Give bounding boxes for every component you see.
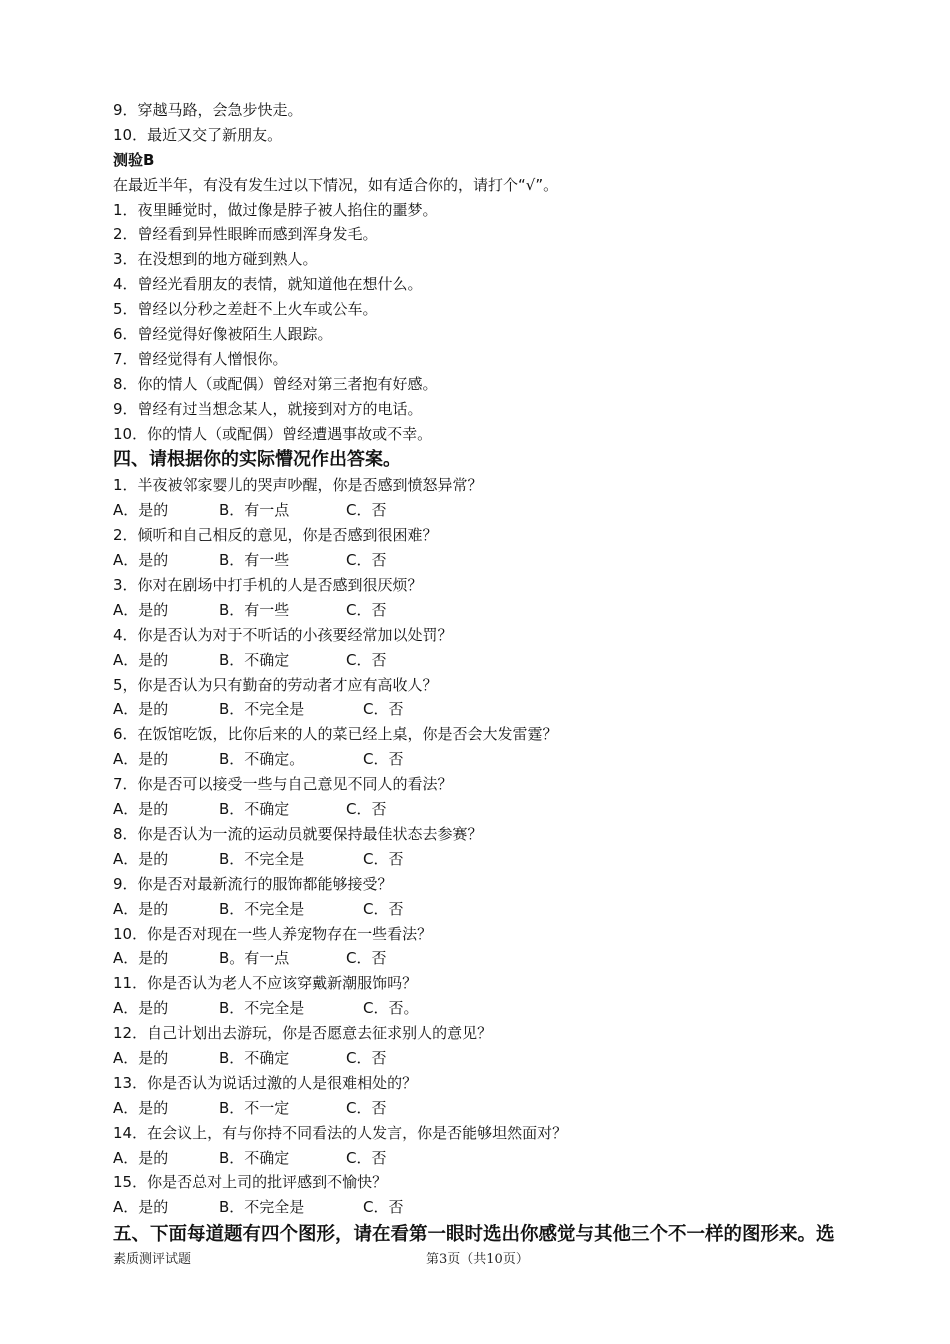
item-line: 9．穿越马路，会急步快走。 <box>113 101 303 119</box>
section-five-title: 五、下面每道题有四个图形，请在看第一眼时选出你感觉与其他三个不一样的图形来。选 <box>113 1224 835 1246</box>
option-c: C．否 <box>346 1048 387 1067</box>
option-a: A．是的 <box>113 899 169 918</box>
answer-options <box>113 996 873 1021</box>
option-b: B．不一定 <box>219 1098 290 1117</box>
test-b-item: 4．曾经光看朋友的表情，就知道他在想什么。 <box>113 275 423 294</box>
section-four-questions <box>113 473 873 1220</box>
option-b: B．不确定 <box>219 650 290 669</box>
option-a: A．是的 <box>113 949 169 968</box>
test-b-item: 8．你的情人（或配偶）曾经对第三者抱有好感。 <box>113 374 438 393</box>
option-c: C．否。 <box>363 999 419 1018</box>
option-b: B．不确定 <box>219 800 290 819</box>
answer-options <box>113 1046 873 1071</box>
answer-options <box>113 498 873 523</box>
option-a: A．是的 <box>113 800 169 819</box>
option-b: B．有一点 <box>219 501 290 520</box>
question-text: 2．倾听和自己相反的意见，你是否感到很困难？ <box>113 526 438 545</box>
section-four-title: 四、请根据你的实际懵况作出答案。 <box>113 449 401 471</box>
test-b-title: 测验B <box>113 150 155 169</box>
answer-options <box>113 648 873 673</box>
question-text: 9．你是否对最新流行的服饰都能够接受？ <box>113 874 393 893</box>
question-text: 1．半夜被邻家婴儿的哭声吵醒，你是否感到愤怒异常？ <box>113 476 483 495</box>
answer-options <box>113 946 873 971</box>
option-b: B．不完全是 <box>219 849 305 868</box>
option-b: B．不完全是 <box>219 999 305 1018</box>
option-c: C．否 <box>346 551 387 570</box>
option-c: C．否 <box>346 1098 387 1117</box>
option-b: B．不确定 <box>219 1048 290 1067</box>
option-c: C．否 <box>346 949 387 968</box>
option-c: C．否 <box>346 1148 387 1167</box>
question-text: 8．你是否认为一流的运动员就要保持最佳状态去参赛？ <box>113 824 483 843</box>
option-b: B．不确定。 <box>219 750 305 769</box>
answer-options <box>113 598 873 623</box>
test-b-items <box>113 198 873 447</box>
option-b: B．不完全是 <box>219 700 305 719</box>
test-b-item: 10．你的情人（或配偶）曾经遭遇事故或不幸。 <box>113 424 433 443</box>
answer-options <box>113 697 873 722</box>
option-a: A．是的 <box>113 650 169 669</box>
option-c: C．否 <box>346 800 387 819</box>
answer-options <box>113 1096 873 1121</box>
option-b: B。有一点 <box>219 949 290 968</box>
option-a: A．是的 <box>113 501 169 520</box>
footer-doc-title: 素质测评试题 <box>113 1252 192 1267</box>
question-text: 3．你对在剧场中打手机的人是否感到很厌烦？ <box>113 576 423 595</box>
option-a: A．是的 <box>113 999 169 1018</box>
question-text: 15．你是否总对上司的批评感到不愉快？ <box>113 1173 388 1192</box>
option-b: B．不完全是 <box>219 899 305 918</box>
test-b-item: 1．夜里睡觉时，做过像是脖子被人掐住的噩梦。 <box>113 200 438 219</box>
option-b: B．有一些 <box>219 551 290 570</box>
question-text: 6．在饭馆吃饭，比你后来的人的菜已经上桌，你是否会大发雷霆？ <box>113 725 558 744</box>
question-text: 4．你是否认为对于不听话的小孩要经常加以处罚？ <box>113 625 453 644</box>
option-b: B．不完全是 <box>219 1198 305 1217</box>
test-b-item: 5．曾经以分秒之差赶不上火车或公车。 <box>113 300 378 319</box>
option-c: C．否 <box>363 849 404 868</box>
question-text: 11．你是否认为老人不应该穿戴新潮服饰吗？ <box>113 974 418 993</box>
test-b-item: 3．在没想到的地方碰到熟人。 <box>113 250 318 269</box>
option-c: C．否 <box>363 1198 404 1217</box>
option-c: C．否 <box>346 650 387 669</box>
footer-page-number: 第3页（共10页） <box>426 1252 529 1267</box>
answer-options <box>113 747 873 772</box>
question-text: 14．在会议上，有与你持不同看法的人发言，你是否能够坦然面对？ <box>113 1123 568 1142</box>
test-b-item: 9．曾经有过当想念某人，就接到对方的电话。 <box>113 399 423 418</box>
option-c: C．否 <box>363 899 404 918</box>
option-a: A．是的 <box>113 750 169 769</box>
page-content <box>113 98 873 1250</box>
option-a: A．是的 <box>113 1198 169 1217</box>
option-a: A．是的 <box>113 700 169 719</box>
option-c: C．否 <box>346 501 387 520</box>
answer-options <box>113 897 873 922</box>
option-b: B．不确定 <box>219 1148 290 1167</box>
test-b-intro: 在最近半年，有没有发生过以下情况，如有适合你的，请打个“√”。 <box>113 175 559 194</box>
answer-options <box>113 548 873 573</box>
option-a: A．是的 <box>113 551 169 570</box>
item-line: 10．最近又交了新朋友。 <box>113 125 283 144</box>
option-b: B．有一些 <box>219 600 290 619</box>
option-a: A．是的 <box>113 1148 169 1167</box>
test-b-item: 2．曾经看到异性眼眸而感到浑身发毛。 <box>113 225 378 244</box>
option-a: A．是的 <box>113 1098 169 1117</box>
test-b-item: 7．曾经觉得有人憎恨你。 <box>113 349 288 368</box>
question-text: 13．你是否认为说话过激的人是很难相处的？ <box>113 1073 418 1092</box>
answer-options <box>113 847 873 872</box>
option-a: A．是的 <box>113 849 169 868</box>
question-text: 12．自己计划出去游玩，你是否愿意去征求别人的意见？ <box>113 1024 493 1043</box>
question-text: 10．你是否对现在一些人养宠物存在一些看法？ <box>113 924 433 943</box>
question-text: 7．你是否可以接受一些与自己意见不同人的看法？ <box>113 775 453 794</box>
question-text: 5，你是否认为只有勤奋的劳动者才应有高收人？ <box>113 675 438 694</box>
answer-options <box>113 797 873 822</box>
option-c: C．否 <box>363 700 404 719</box>
answer-options <box>113 1146 873 1171</box>
option-c: C．否 <box>363 750 404 769</box>
option-c: C．否 <box>346 600 387 619</box>
option-a: A．是的 <box>113 600 169 619</box>
answer-options <box>113 1195 873 1220</box>
test-b-item: 6．曾经觉得好像被陌生人跟踪。 <box>113 325 333 344</box>
option-a: A．是的 <box>113 1048 169 1067</box>
